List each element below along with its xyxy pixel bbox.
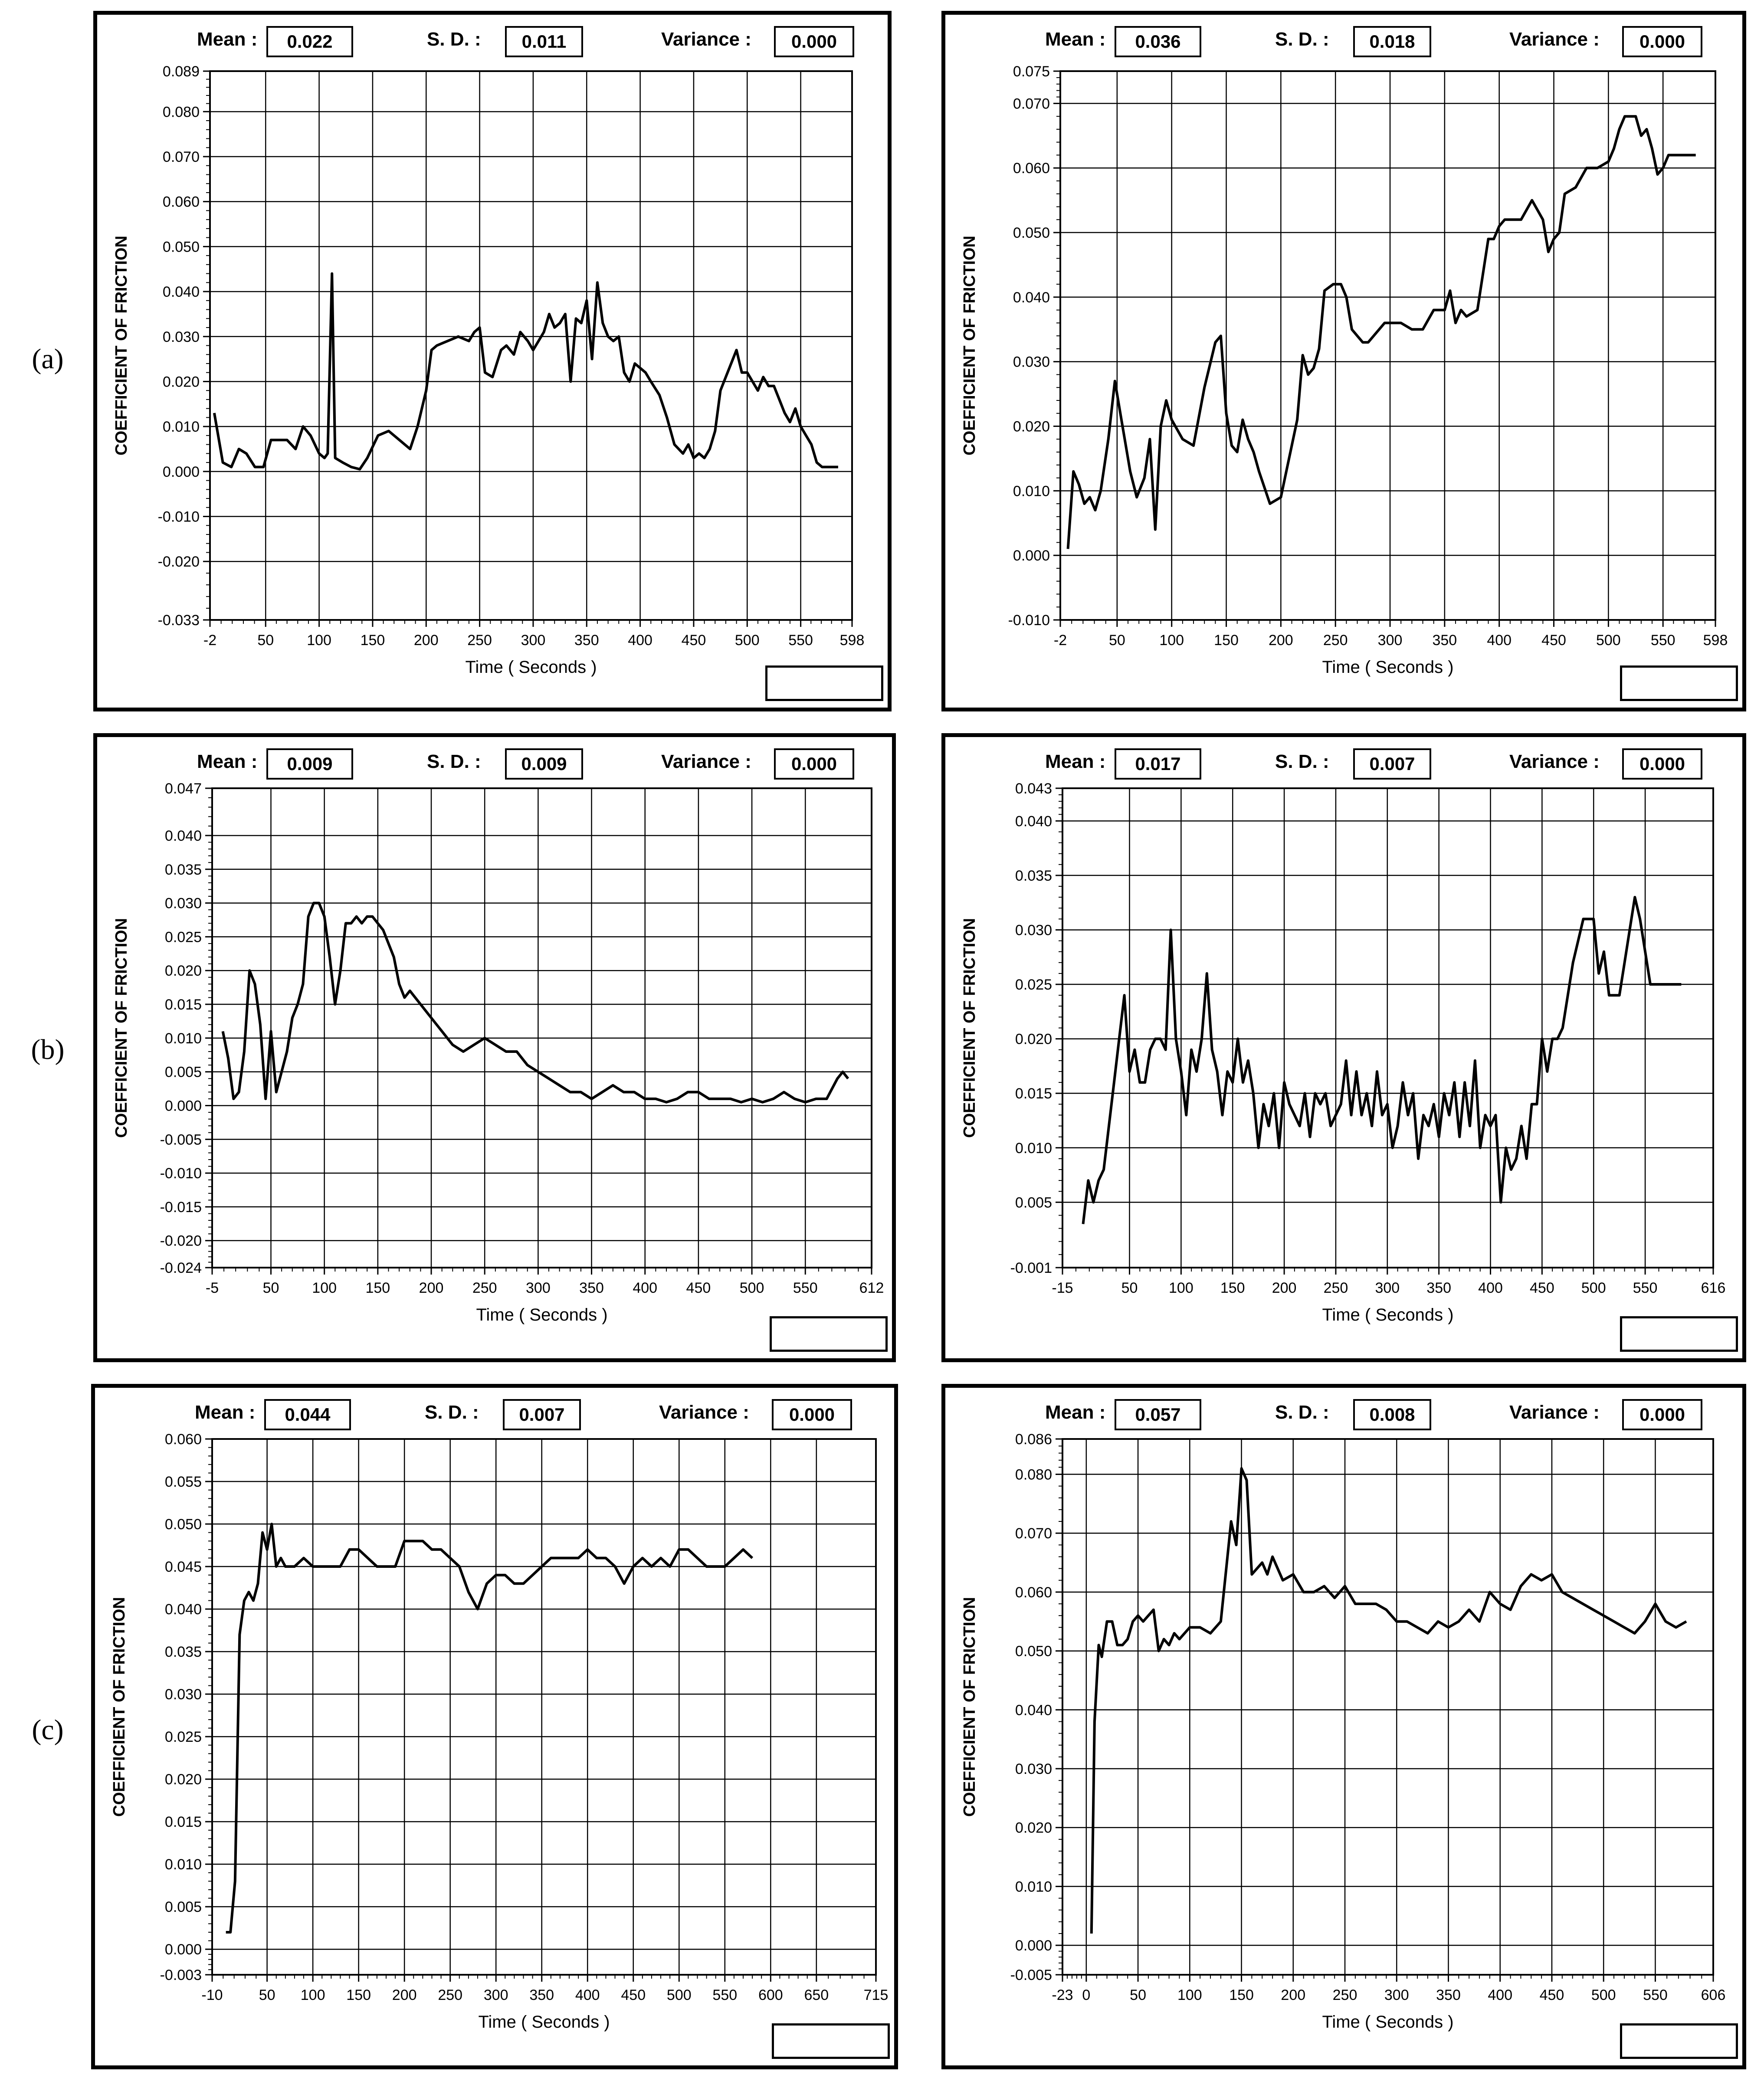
y-tick-label: 0.050: [1013, 225, 1050, 242]
y-tick-label: 0.000: [1015, 1937, 1052, 1954]
x-tick-label: 300: [1375, 1280, 1400, 1296]
y-tick-label: 0.030: [162, 328, 200, 345]
y-tick-label: 0.020: [164, 1771, 202, 1788]
y-tick-label: 0.035: [1015, 867, 1052, 884]
stat-value-mean: 0.017: [1115, 748, 1201, 780]
stat-label-mean: Mean :: [1045, 1402, 1106, 1423]
x-tick-label: 250: [1332, 1987, 1357, 2003]
y-tick-label: 0.025: [1015, 977, 1052, 993]
x-tick-label: -2: [203, 632, 217, 649]
y-tick-label: 0.010: [164, 1030, 202, 1047]
y-tick-label: 0.086: [1015, 1431, 1052, 1448]
y-tick-label: 0.050: [164, 1516, 202, 1533]
y-tick-label: -0.010: [1008, 612, 1050, 629]
y-tick-label: 0.005: [164, 1064, 202, 1081]
x-tick-label: 400: [575, 1987, 600, 2003]
x-tick-label: 50: [1108, 632, 1125, 649]
stat-label-sd: S. D. :: [1275, 29, 1329, 50]
x-tick-label: 150: [360, 632, 385, 649]
y-tick-label: 0.030: [1013, 354, 1050, 370]
x-tick-label: 300: [483, 1987, 508, 2003]
y-tick-label: 0.015: [164, 1814, 202, 1831]
x-tick-label: 550: [788, 632, 813, 649]
stat-value-sd: 0.011: [505, 26, 583, 57]
y-tick-label: 0.030: [164, 895, 202, 912]
y-tick-label: 0.035: [164, 861, 202, 878]
stat-value-variance: 0.000: [1622, 748, 1702, 780]
x-tick-label: 350: [579, 1280, 604, 1296]
y-tick-label: 0.060: [164, 1431, 202, 1448]
y-tick-label: 0.040: [1015, 813, 1052, 830]
stat-label-sd: S. D. :: [427, 29, 481, 50]
x-tick-label: 450: [686, 1280, 711, 1296]
stat-label-variance: Variance :: [659, 1402, 749, 1423]
stat-value-sd: 0.008: [1353, 1399, 1431, 1430]
chart-svg: [945, 1388, 1742, 2065]
x-axis-title: Time ( Seconds ): [465, 658, 597, 677]
y-tick-label: -0.020: [157, 554, 200, 570]
y-tick-label: -0.024: [160, 1260, 202, 1276]
stat-value-variance: 0.000: [1622, 1399, 1702, 1430]
x-tick-label: 250: [438, 1987, 463, 2003]
stat-value-mean: 0.044: [264, 1399, 351, 1430]
x-tick-label: 200: [419, 1280, 444, 1296]
x-tick-label: 50: [1121, 1280, 1138, 1296]
y-tick-label: 0.040: [164, 1601, 202, 1618]
x-tick-label: 400: [1487, 632, 1512, 649]
y-tick-label: 0.000: [164, 1941, 202, 1958]
chart-svg: [945, 737, 1742, 1358]
y-tick-label: 0.040: [164, 827, 202, 844]
x-tick-label: 450: [621, 1987, 646, 2003]
y-tick-label: 0.035: [164, 1644, 202, 1661]
x-axis-title: Time ( Seconds ): [1322, 2012, 1454, 2032]
stat-value-mean: 0.036: [1115, 26, 1201, 57]
stat-label-variance: Variance :: [1509, 1402, 1600, 1423]
y-tick-label: -0.015: [160, 1199, 202, 1216]
stat-label-mean: Mean :: [1045, 29, 1106, 50]
y-tick-label: 0.000: [164, 1098, 202, 1114]
x-tick-label: 500: [739, 1280, 764, 1296]
x-axis-title: Time ( Seconds ): [476, 1305, 608, 1324]
x-tick-label: 550: [793, 1280, 818, 1296]
x-tick-label: 200: [392, 1987, 417, 2003]
y-tick-label: 0.020: [164, 963, 202, 980]
y-tick-label: 0.025: [164, 1729, 202, 1746]
plot-area: [212, 1439, 876, 1975]
y-tick-label: -0.010: [160, 1165, 202, 1182]
y-tick-label: 0.000: [162, 463, 200, 480]
stat-value-mean: 0.057: [1115, 1399, 1201, 1430]
plot-area: [1060, 71, 1715, 620]
x-tick-label: 300: [1384, 1987, 1409, 2003]
y-tick-label: 0.060: [1015, 1584, 1052, 1601]
x-tick-label: -15: [1052, 1280, 1073, 1296]
y-tick-label: 0.030: [1015, 922, 1052, 939]
x-tick-label: 550: [1650, 632, 1675, 649]
x-tick-label: 300: [526, 1280, 551, 1296]
y-tick-label: 0.060: [162, 193, 200, 210]
x-tick-label: 600: [758, 1987, 783, 2003]
y-tick-label: 0.005: [164, 1899, 202, 1916]
x-tick-label: 300: [521, 632, 546, 649]
x-tick-label: 150: [365, 1280, 390, 1296]
x-tick-label: 250: [1323, 632, 1348, 649]
x-tick-label: 598: [839, 632, 865, 649]
stat-label-mean: Mean :: [195, 1402, 256, 1423]
x-tick-label: 150: [1229, 1987, 1254, 2003]
row-label-a: (a): [32, 343, 64, 375]
y-tick-label: -0.003: [160, 1967, 202, 1983]
stat-label-variance: Variance :: [1509, 751, 1600, 772]
x-tick-label: 400: [1488, 1987, 1513, 2003]
chart-panel-c-left: [91, 1384, 898, 2069]
x-tick-label: 50: [257, 632, 274, 649]
y-tick-label: 0.030: [1015, 1761, 1052, 1777]
y-tick-label: -0.020: [160, 1232, 202, 1249]
x-tick-label: 550: [1633, 1280, 1658, 1296]
stat-value-variance: 0.000: [772, 1399, 852, 1430]
stat-value-mean: 0.009: [266, 748, 353, 780]
x-tick-label: 100: [307, 632, 331, 649]
y-tick-label: 0.070: [1015, 1525, 1052, 1542]
x-tick-label: 200: [413, 632, 439, 649]
x-tick-label: 100: [312, 1280, 337, 1296]
x-tick-label: 450: [1541, 632, 1566, 649]
x-axis-title: Time ( Seconds ): [1322, 658, 1454, 677]
x-tick-label: 100: [1169, 1280, 1193, 1296]
y-tick-label: -0.005: [1010, 1967, 1052, 1983]
x-tick-label: 715: [863, 1987, 889, 2003]
stat-label-sd: S. D. :: [425, 1402, 479, 1423]
x-tick-label: 150: [346, 1987, 371, 2003]
x-tick-label: 450: [1539, 1987, 1564, 2003]
y-tick-label: 0.080: [1015, 1466, 1052, 1483]
x-tick-label: 150: [1214, 632, 1239, 649]
x-tick-label: 250: [472, 1280, 497, 1296]
stat-label-variance: Variance :: [661, 29, 751, 50]
y-tick-label: 0.055: [164, 1474, 202, 1491]
x-tick-label: 100: [1159, 632, 1184, 649]
x-tick-label: 500: [666, 1987, 692, 2003]
x-tick-label: 200: [1272, 1280, 1297, 1296]
x-tick-label: -5: [205, 1280, 219, 1296]
y-tick-label: 0.015: [164, 996, 202, 1013]
stat-label-sd: S. D. :: [427, 751, 481, 772]
stat-label-mean: Mean :: [197, 29, 258, 50]
x-tick-label: 100: [300, 1987, 325, 2003]
x-tick-label: 250: [467, 632, 492, 649]
y-tick-label: -0.010: [157, 508, 200, 525]
x-tick-label: 50: [259, 1987, 275, 2003]
x-tick-label: 650: [804, 1987, 829, 2003]
stat-value-sd: 0.007: [1353, 748, 1431, 780]
x-tick-label: 550: [712, 1987, 738, 2003]
y-tick-label: 0.020: [1015, 1031, 1052, 1048]
y-tick-label: 0.043: [1015, 780, 1052, 797]
x-tick-label: 50: [1130, 1987, 1146, 2003]
x-tick-label: 616: [1701, 1280, 1726, 1296]
chart-panel-a-left: [93, 11, 892, 711]
stat-value-variance: 0.000: [774, 748, 854, 780]
y-tick-label: 0.040: [1015, 1702, 1052, 1719]
stat-value-variance: 0.000: [1622, 26, 1702, 57]
y-tick-label: 0.010: [1015, 1878, 1052, 1895]
x-tick-label: 100: [1177, 1987, 1202, 2003]
y-tick-label: 0.047: [164, 780, 202, 797]
x-tick-label: 350: [1426, 1280, 1452, 1296]
x-tick-label: 400: [633, 1280, 658, 1296]
x-tick-label: 350: [1432, 632, 1457, 649]
x-tick-label: 300: [1377, 632, 1403, 649]
chart-panel-b-right: [941, 733, 1746, 1362]
stat-label-mean: Mean :: [197, 751, 258, 772]
y-tick-label: 0.010: [1013, 483, 1050, 500]
plot-area: [212, 788, 872, 1268]
y-tick-label: 0.020: [162, 374, 200, 390]
stat-label-variance: Variance :: [661, 751, 751, 772]
y-tick-label: 0.080: [162, 104, 200, 121]
x-tick-label: 350: [1436, 1987, 1461, 2003]
y-tick-label: 0.025: [164, 929, 202, 946]
chart-svg: [945, 15, 1742, 708]
chart-panel-c-right: [941, 1384, 1746, 2069]
row-label-c: (c): [32, 1714, 64, 1746]
x-tick-label: 450: [1530, 1280, 1554, 1296]
y-tick-label: 0.050: [162, 239, 200, 256]
x-tick-label: 500: [1581, 1280, 1606, 1296]
y-tick-label: 0.020: [1015, 1819, 1052, 1836]
y-tick-label: -0.001: [1010, 1260, 1052, 1276]
y-axis-title: COEFFICIENT OF FRICTION: [961, 918, 979, 1138]
stat-label-mean: Mean :: [1045, 751, 1106, 772]
y-tick-label: -0.033: [157, 612, 200, 629]
x-tick-label: 50: [262, 1280, 279, 1296]
stat-value-sd: 0.007: [503, 1399, 581, 1430]
x-tick-label: 350: [574, 632, 599, 649]
y-axis-title: COEFFICIENT OF FRICTION: [112, 918, 131, 1138]
y-tick-label: 0.015: [1015, 1085, 1052, 1102]
x-tick-label: 612: [859, 1280, 884, 1296]
y-tick-label: 0.070: [162, 149, 200, 166]
x-tick-label: 598: [1703, 632, 1728, 649]
y-tick-label: 0.045: [164, 1559, 202, 1576]
y-tick-label: 0.089: [162, 63, 200, 80]
x-tick-label: 450: [681, 632, 706, 649]
y-tick-label: 0.020: [1013, 418, 1050, 435]
y-axis-title: COEFFICIENT OF FRICTION: [961, 236, 979, 456]
y-tick-label: -0.005: [160, 1131, 202, 1148]
x-tick-label: 150: [1220, 1280, 1245, 1296]
x-tick-label: 0: [1082, 1987, 1091, 2003]
y-tick-label: 0.005: [1015, 1194, 1052, 1211]
chart-svg: [97, 737, 892, 1358]
stat-label-variance: Variance :: [1509, 29, 1600, 50]
y-tick-label: 0.040: [1013, 289, 1050, 306]
stat-value-mean: 0.022: [266, 26, 353, 57]
y-axis-title: COEFFICIENT OF FRICTION: [110, 1597, 128, 1817]
y-tick-label: 0.010: [162, 419, 200, 436]
y-tick-label: 0.040: [162, 284, 200, 301]
x-tick-label: 400: [1478, 1280, 1503, 1296]
chart-svg: [95, 1388, 894, 2065]
chart-panel-b-left: [93, 733, 896, 1362]
y-tick-label: 0.010: [164, 1856, 202, 1873]
y-tick-label: 0.060: [1013, 160, 1050, 177]
x-tick-label: 250: [1323, 1280, 1348, 1296]
x-tick-label: 500: [1591, 1987, 1616, 2003]
chart-panel-a-right: [941, 11, 1746, 711]
x-tick-label: 550: [1643, 1987, 1668, 2003]
x-tick-label: 350: [529, 1987, 554, 2003]
stat-label-sd: S. D. :: [1275, 751, 1329, 772]
x-tick-label: 400: [628, 632, 652, 649]
row-label-b: (b): [31, 1034, 65, 1065]
x-tick-label: 500: [734, 632, 760, 649]
y-tick-label: 0.010: [1015, 1140, 1052, 1157]
chart-svg: [97, 15, 888, 708]
y-tick-label: 0.030: [164, 1686, 202, 1703]
stat-value-sd: 0.009: [505, 748, 583, 780]
x-tick-label: -10: [201, 1987, 223, 2003]
x-tick-label: 606: [1701, 1987, 1726, 2003]
x-tick-label: 500: [1596, 632, 1621, 649]
stat-label-sd: S. D. :: [1275, 1402, 1329, 1423]
y-tick-label: 0.050: [1015, 1643, 1052, 1660]
y-tick-label: 0.075: [1013, 63, 1050, 80]
x-tick-label: 200: [1281, 1987, 1306, 2003]
y-tick-label: 0.000: [1013, 547, 1050, 564]
y-tick-label: 0.070: [1013, 95, 1050, 112]
y-axis-title: COEFFICIENT OF FRICTION: [112, 236, 131, 456]
x-tick-label: 200: [1268, 632, 1293, 649]
plot-area: [1062, 1439, 1713, 1975]
stat-value-variance: 0.000: [774, 26, 854, 57]
stat-value-sd: 0.018: [1353, 26, 1431, 57]
y-axis-title: COEFFICIENT OF FRICTION: [961, 1597, 979, 1817]
x-axis-title: Time ( Seconds ): [478, 2012, 610, 2032]
x-axis-title: Time ( Seconds ): [1322, 1305, 1454, 1324]
x-tick-label: -23: [1052, 1987, 1073, 2003]
x-tick-label: -2: [1053, 632, 1067, 649]
